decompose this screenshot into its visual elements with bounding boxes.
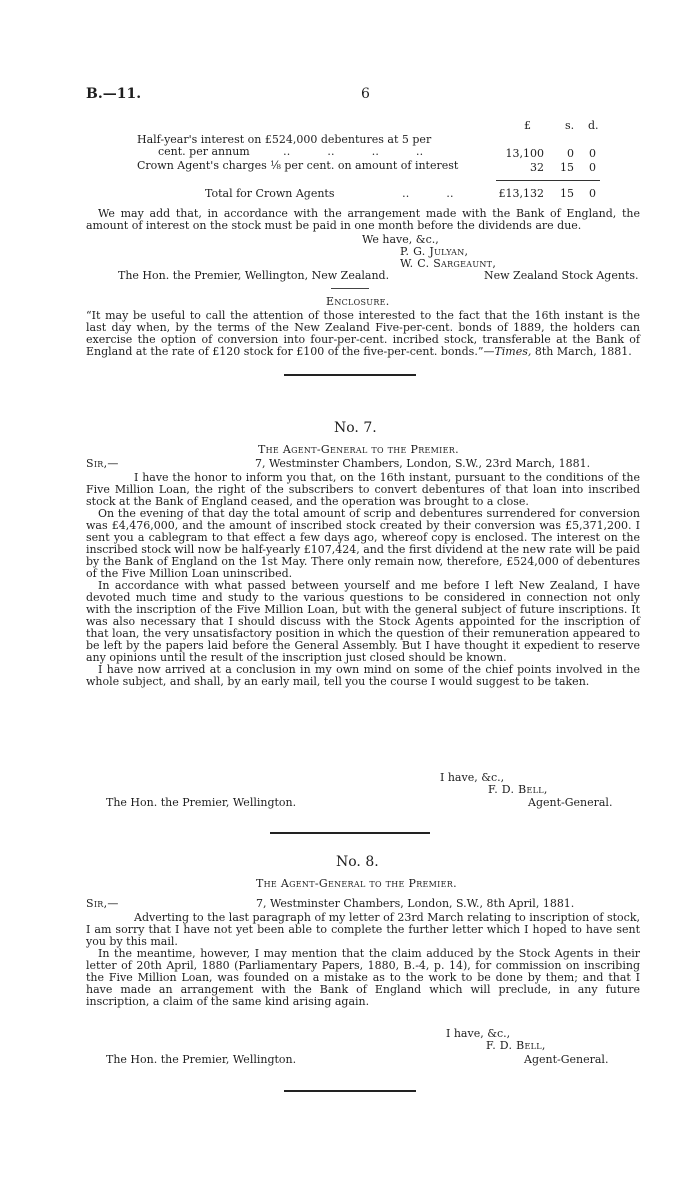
letter7-title: Agent-General. <box>528 796 613 809</box>
letter6-closing: We have, &c., <box>362 233 439 246</box>
letter7-signatory: F. D. Bell, <box>488 783 548 796</box>
enclosure-date: 8th March, 1881. <box>531 345 632 358</box>
letter7-salutation: Sir,— <box>86 457 119 470</box>
enclosure-paragraph <box>86 310 640 358</box>
account-row-1-leaders: ‥ ‥ ‥ ‥ <box>283 145 425 158</box>
account-row-1-pounds: 13,100 <box>505 147 544 160</box>
section-rule-1 <box>284 374 416 376</box>
letter8-body <box>86 912 640 1008</box>
currency-header-pounds: £ <box>524 119 531 132</box>
enclosure-text: “It may be useful to call the attention of those interested to the fact that the 16th instant is the last day when, by the terms of the New Zealand Five-per-cent. bonds of 1889, the holders can exercise the option of conversion into four-per-cent. incribed stock, transferable at the Bank of England at the rate of £120 stock for £100 of the five-per-cent. bonds.”— <box>86 309 640 358</box>
currency-header-shillings: s. <box>565 119 575 132</box>
letter6-signatory-title: New Zealand Stock Agents. <box>484 269 639 282</box>
currency-header-pence: d. <box>588 119 599 132</box>
account-row-1-pence: 0 <box>589 147 596 160</box>
account-row-2-line-1: Crown Agent's charges ⅛ per cent. on amount of interest <box>137 159 459 172</box>
account-row-1-line-1: Half-year's interest on £524,000 debentures at 5 per <box>137 133 432 146</box>
account-total-pence: 0 <box>589 187 596 200</box>
letter7-paragraph-2: On the evening of that day the total amount of scrip and debentures surrendered for conversion was £4,476,000, and the amount of inscribed stock created by their conversion was £5,371,200. I sent you a cablegram to that effect a few days ago, whereof copy is enclosed. The interest on the inscribed stock will now be half-yearly £107,424, and the first dividend at the new rate will be paid by the Bank of England on the 1st May. There only remain now, therefore, £524,000 of debentures of the Five Million Loan uninscribed. <box>86 507 640 580</box>
letter7-from-to: The Agent-General to the Premier. <box>258 443 459 456</box>
account-row-1-shillings: 0 <box>567 147 574 160</box>
letter8-address: 7, Westminster Chambers, London, S.W., 8th April, 1881. <box>256 897 575 910</box>
letter7-paragraph-3: In accordance with what passed between yourself and me before I left New Zealand, I have devoted much time and study to the various questions to be considered in connection not only with the inscription of the Five Million Loan, but with the general subject of future inscriptions. It was also necessary that I should discuss with the Stock Agents appointed for the inscription of that loan, the very unsatisfactory position in which the question of their remuneration appeared to be left by the papers laid before the General Assembly. But I have thought it expedient to reserve any opinions until the result of the inscription just closed should be known. <box>86 579 640 664</box>
account-total-shillings: 15 <box>560 187 574 200</box>
account-row-2-pounds: 32 <box>530 161 544 174</box>
letter8-closing: I have, &c., <box>446 1027 511 1040</box>
letter8-title: Agent-General. <box>524 1053 609 1066</box>
letter7-paragraph-1: I have the honor to inform you that, on the 16th instant, pursuant to the conditions of the Five Million Loan, the right of the subscribers to convert debentures of that loan into inscribed stock at the Bank of England ceased, and the operation was brought to a close. <box>86 471 640 508</box>
account-row-1-line-2: cent. per annum <box>158 145 250 158</box>
enclosure-source: Times, <box>494 345 532 358</box>
account-total-pounds: £13,132 <box>498 187 544 200</box>
letter6-paragraph-text: We may add that, in accordance with the arrangement made with the Bank of England, the amount of interest on the stock must be paid in one month before the dividends are due. <box>86 207 640 232</box>
letter8-number: No. 8. <box>336 854 379 870</box>
letter8-salutation: Sir,— <box>86 897 119 910</box>
enclosure-short-rule <box>331 288 369 289</box>
letter7-addressee: The Hon. the Premier, Wellington. <box>106 796 297 809</box>
letter6-signatory-2: W. C. Sargeaunt, <box>400 257 497 270</box>
letter6-signatory-1: P. G. Julyan, <box>400 245 469 258</box>
account-total-rule <box>496 180 600 181</box>
account-row-2-pence: 0 <box>589 161 596 174</box>
letter8-addressee: The Hon. the Premier, Wellington. <box>106 1053 297 1066</box>
account-total-leaders: ‥ ‥ <box>402 187 455 200</box>
letter7-paragraph-4: I have now arrived at a conclusion in my own mind on some of the chief points involved in the whole subject, and shall, by an early mail, tell you the course I would suggest to be taken. <box>86 663 640 688</box>
letter7-body <box>86 472 640 688</box>
letter6-addressee: The Hon. the Premier, Wellington, New Zealand. <box>118 269 390 282</box>
letter7-address: 7, Westminster Chambers, London, S.W., 23rd March, 1881. <box>255 457 591 470</box>
account-row-2-shillings: 15 <box>560 161 574 174</box>
letter8-from-to: The Agent-General to the Premier. <box>256 877 457 890</box>
letter6-paragraph <box>86 208 640 232</box>
letter8-paragraph-2: In the meantime, however, I may mention that the claim adduced by the Stock Agents in their letter of 20th April, 1880 (Parliamentary Papers, 1880, B.-4, p. 14), for commission on inscribing the Five Million Loan, was founded on a mistake as to the work to be done by them; and that I have made an arrangement with the Bank of England which will preclude, in any future inscription, a claim of the same kind arising again. <box>86 947 640 1008</box>
letter7-number: No. 7. <box>334 420 377 436</box>
letter7-closing: I have, &c., <box>440 771 505 784</box>
letter8-signatory: F. D. Bell, <box>486 1039 546 1052</box>
page-number: 6 <box>361 86 370 102</box>
account-total-label: Total for Crown Agents <box>205 187 335 200</box>
section-rule-3 <box>284 1090 416 1092</box>
document-reference: B.—11. <box>86 86 142 102</box>
enclosure-heading: Enclosure. <box>326 295 390 308</box>
letter8-paragraph-1: Adverting to the last paragraph of my letter of 23rd March relating to inscription of stock, I am sorry that I have not yet been able to complete the further letter which I hoped to have sent you by this mail. <box>86 911 640 948</box>
section-rule-2 <box>270 832 430 834</box>
